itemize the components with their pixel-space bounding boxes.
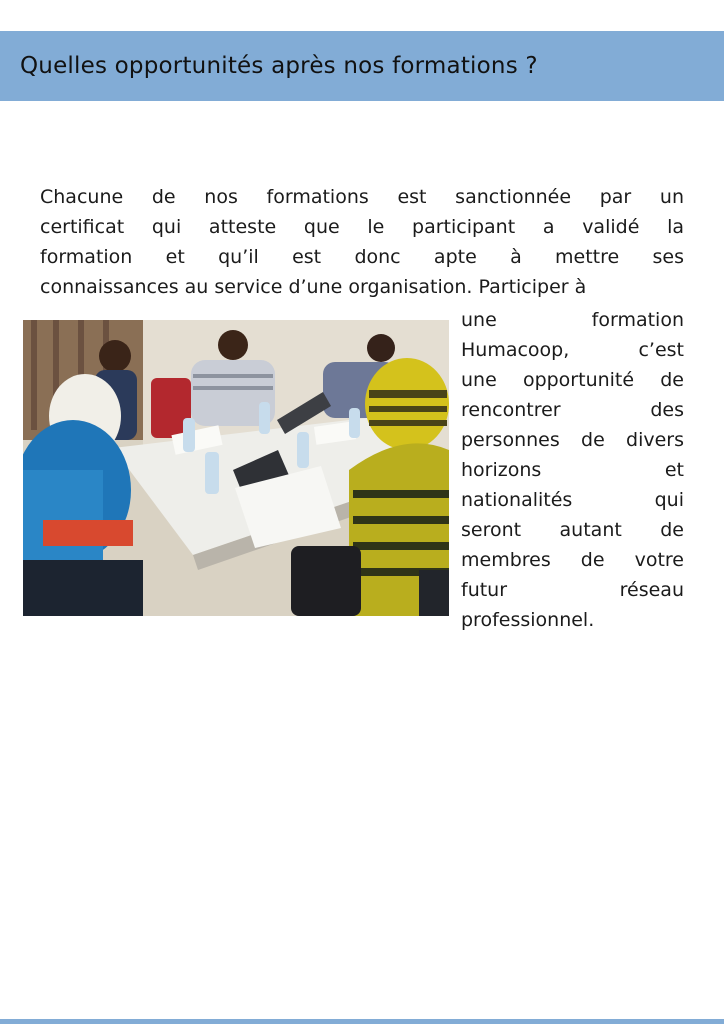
paragraph-line: formation et qu’il est donc apte à mettre ses (40, 246, 684, 268)
page-title: Quelles opportunités après nos formations ? (20, 53, 538, 79)
paragraph-line: membres de votre (461, 549, 684, 571)
top-margin (0, 0, 724, 30)
paragraph-line: rencontrer des (461, 399, 684, 421)
side-paragraph (461, 305, 684, 635)
intro-paragraph (40, 182, 684, 302)
paragraph-line: nationalités qui (461, 489, 684, 511)
training-group-photo (23, 320, 449, 616)
paragraph-line: une opportunité de (461, 369, 684, 391)
paragraph-line: Chacune de nos formations est sanctionnée par un (40, 186, 684, 208)
paragraph-line: certificat qui atteste que le participant a validé la (40, 216, 684, 238)
paragraph-line: une formation (461, 309, 684, 331)
paragraph-line: futur réseau (461, 579, 684, 601)
footer-rule (0, 1019, 724, 1024)
paragraph-line: connaissances au service d’une organisation. Participer à (40, 276, 587, 298)
paragraph-line: professionnel. (461, 609, 595, 631)
paragraph-line: personnes de divers (461, 429, 684, 451)
paragraph-line: horizons et (461, 459, 684, 481)
paragraph-line: seront autant de (461, 519, 684, 541)
paragraph-line: Humacoop, c’est (461, 339, 684, 361)
